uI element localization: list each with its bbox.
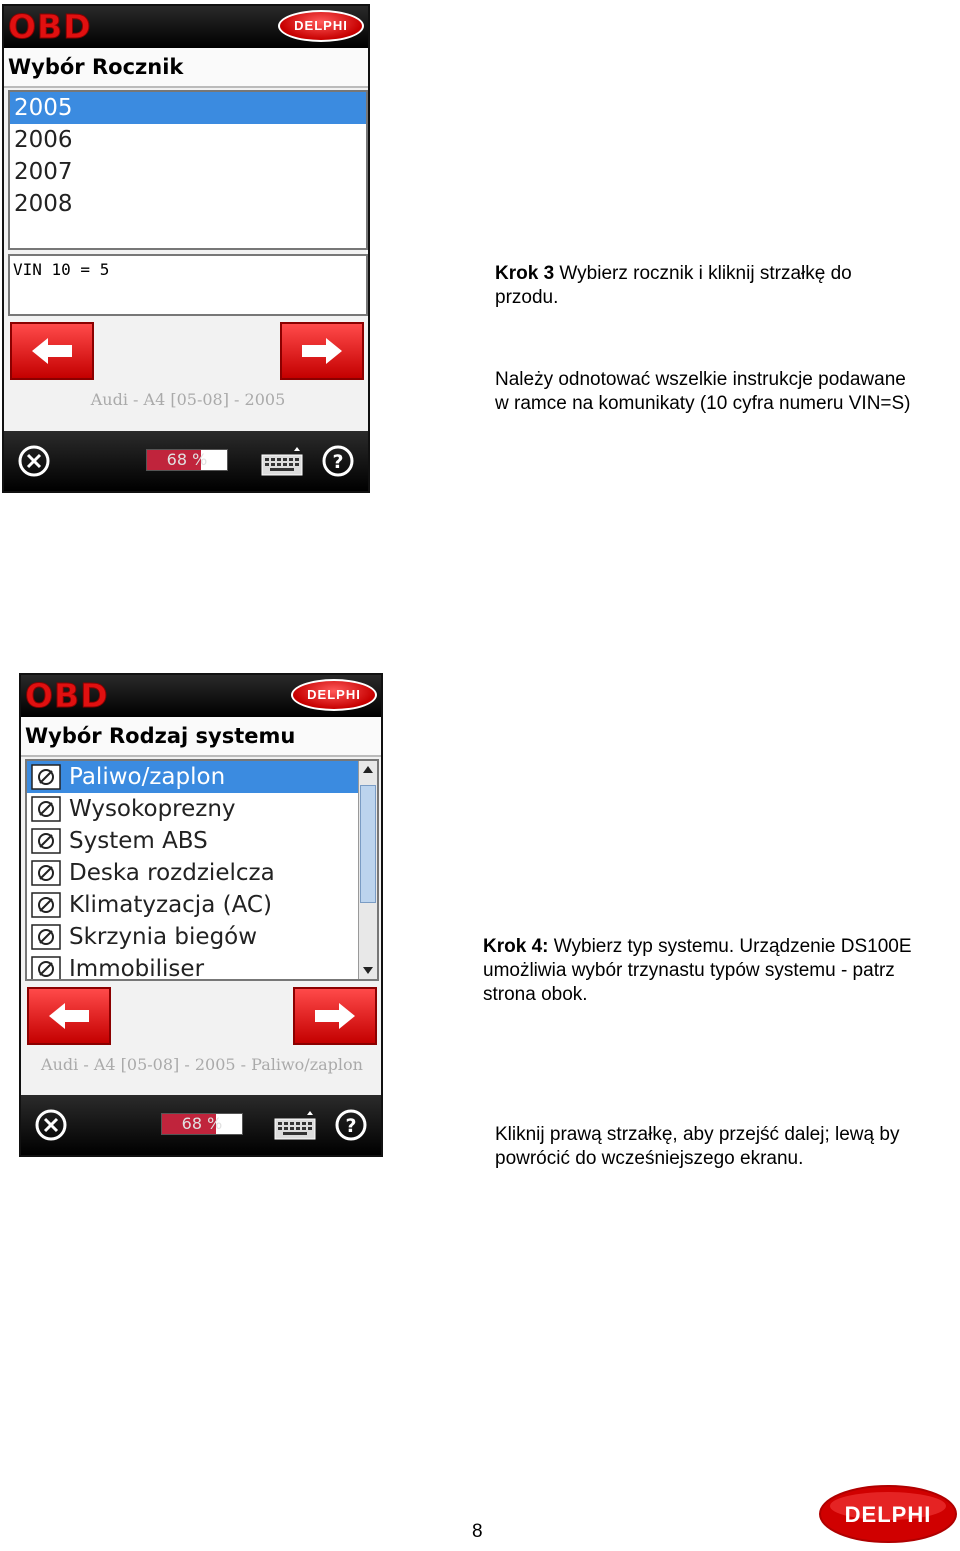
back-arrow-button[interactable] (27, 987, 111, 1045)
system-list[interactable] (25, 759, 379, 981)
list-item-label: System ABS (69, 828, 208, 854)
step3-line1: Wybierz rocznik i kliknij strzałkę do (554, 263, 852, 284)
help-icon[interactable] (322, 445, 354, 477)
air-conditioning-icon (31, 892, 61, 918)
keyboard-icon[interactable] (273, 1109, 317, 1141)
help-icon[interactable] (335, 1109, 367, 1141)
right-arrow-icon (315, 1003, 355, 1029)
list-item-label: Klimatyzacja (AC) (69, 892, 272, 918)
right-arrow-icon (302, 338, 342, 364)
message-box: VIN 10 = 5 (8, 254, 368, 316)
list-item[interactable] (27, 857, 359, 889)
list-item[interactable]: 2008 (14, 191, 73, 217)
progress-label: 68 % (181, 1114, 223, 1133)
step4-text (483, 935, 912, 1007)
obd-logo: OBD (8, 7, 92, 46)
delphi-badge: DELPHI (291, 679, 377, 711)
step4-line1: Wybierz typ systemu. Urządzenie DS100E (548, 936, 912, 957)
dashboard-icon (31, 860, 61, 886)
step3-text (495, 262, 852, 310)
list-item[interactable]: 2005 (10, 92, 366, 124)
click-line2: powrócić do wcześniejszego ekranu. (495, 1148, 804, 1169)
abs-icon (31, 828, 61, 854)
left-arrow-icon (49, 1003, 89, 1029)
delphi-logo (818, 1484, 958, 1544)
fuel-ignition-icon (31, 764, 61, 790)
svg-text:?: ? (332, 451, 344, 473)
list-item[interactable] (27, 889, 359, 921)
progress-bar (161, 1113, 243, 1135)
obd-logo: OBD (25, 676, 109, 715)
device-footer (21, 1095, 381, 1155)
note-text (495, 368, 911, 416)
list-item-label: Skrzynia biegów (69, 924, 258, 950)
step4-line3: strona obok. (483, 984, 588, 1005)
list-item[interactable] (27, 953, 359, 981)
device-header (21, 675, 381, 717)
step4-label: Krok 4: (483, 936, 549, 957)
page-number: 8 (472, 1521, 483, 1542)
step3-line2: przodu. (495, 287, 559, 308)
list-item[interactable]: 2007 (14, 159, 73, 185)
list-item[interactable] (27, 921, 359, 953)
back-arrow-button[interactable] (10, 322, 94, 380)
immobiliser-icon (31, 956, 61, 981)
list-item[interactable]: 2006 (14, 127, 73, 153)
left-arrow-icon (32, 338, 72, 364)
scroll-down-icon[interactable] (361, 963, 375, 977)
year-list[interactable] (8, 90, 368, 250)
device-screen-system (19, 673, 383, 1157)
device-screen-year (2, 4, 370, 493)
click-text (495, 1123, 899, 1171)
screen-title: Wybór Rocznik (4, 48, 368, 88)
vehicle-caption: Audi - A4 [05-08] - 2005 - Paliwo/zaplon (41, 1055, 363, 1074)
step4-line2: umożliwia wybór trzynastu typów systemu - patrz (483, 960, 895, 981)
progress-label: 68 % (166, 450, 208, 469)
note-line2: w ramce na komunikaty (10 cyfra numeru VIN=S) (495, 393, 911, 414)
device-header (4, 6, 368, 48)
svg-text:?: ? (345, 1115, 357, 1137)
device-footer (4, 431, 368, 491)
list-item[interactable] (27, 825, 359, 857)
list-item[interactable] (27, 793, 359, 825)
step3-label: Krok 3 (495, 263, 555, 284)
list-item[interactable] (27, 761, 359, 793)
keyboard-icon[interactable] (260, 445, 304, 477)
list-scrollbar[interactable] (358, 761, 377, 979)
note-line1: Należy odnotować wszelkie instrukcje podawane (495, 369, 906, 390)
list-item-label: Deska rozdzielcza (69, 860, 275, 886)
delphi-badge: DELPHI (278, 10, 364, 42)
click-line1: Kliknij prawą strzałkę, aby przejść dalej; lewą by (495, 1124, 900, 1145)
list-item-label: Immobiliser (69, 956, 205, 981)
screen-title: Wybór Rodzaj systemu (21, 717, 381, 757)
list-item-label: Paliwo/zaplon (69, 764, 226, 790)
scroll-up-icon[interactable] (361, 763, 375, 777)
close-icon[interactable] (35, 1109, 67, 1141)
close-icon[interactable] (18, 445, 50, 477)
diesel-icon (31, 796, 61, 822)
svg-text:DELPHI: DELPHI (844, 1502, 932, 1527)
vehicle-caption: Audi - A4 [05-08] - 2005 (90, 390, 286, 409)
progress-bar (146, 449, 228, 471)
list-item-label: Wysokoprezny (69, 796, 236, 822)
forward-arrow-button[interactable] (293, 987, 377, 1045)
gearbox-icon (31, 924, 61, 950)
forward-arrow-button[interactable] (280, 322, 364, 380)
scroll-thumb[interactable] (360, 785, 376, 903)
